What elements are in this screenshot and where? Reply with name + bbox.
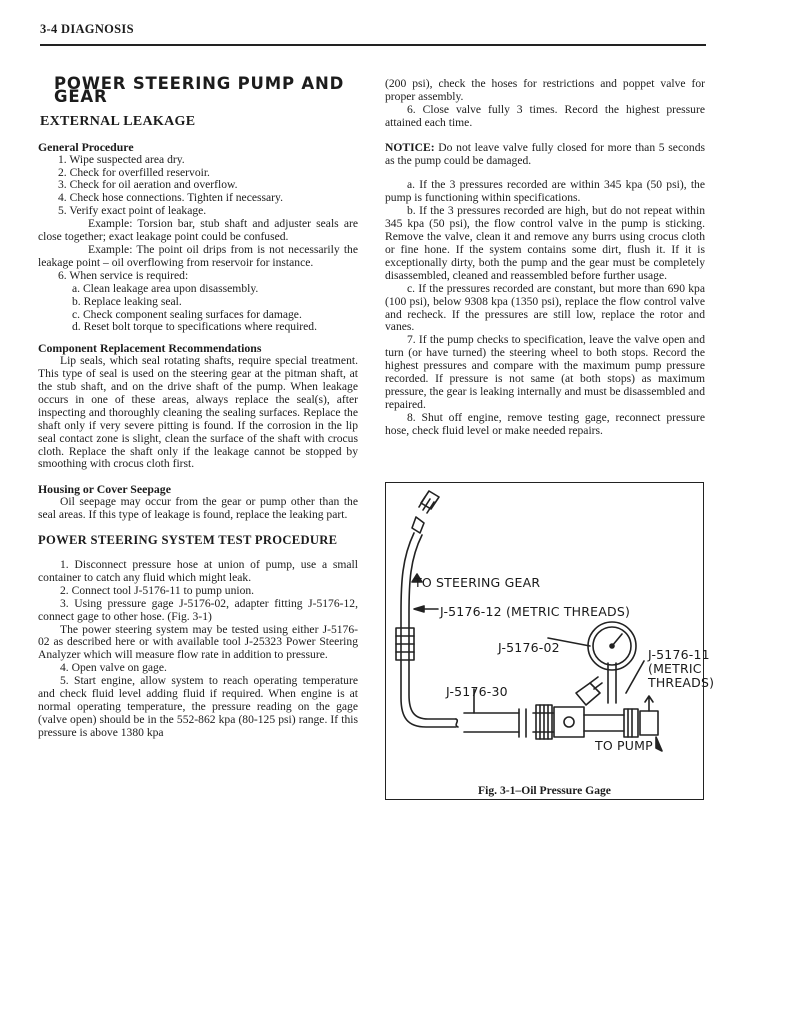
figure-oil-pressure-gage bbox=[385, 482, 715, 800]
housing-seepage-text: Oil seepage may occur from the gear or pump other than the seal areas. If this type of leakage is found, replace the leaking part. bbox=[38, 495, 358, 522]
procedure-step: 2. Check for overfilled reservoir. bbox=[58, 165, 210, 179]
procedure-step: 4. Check hose connections. Tighten if necessary. bbox=[58, 191, 283, 205]
label-to-pump: TO PUMP bbox=[595, 738, 653, 753]
housing-seepage-heading: Housing or Cover Seepage bbox=[38, 482, 171, 497]
arrow-left-icon bbox=[414, 606, 438, 612]
steering-gear-fitting bbox=[412, 491, 439, 533]
right-column bbox=[385, 78, 705, 438]
procedure-substep: a. Clean leakage area upon disassembly. bbox=[72, 281, 259, 295]
test-step-note: The power steering system may be tested using either J-5176-02 as described here or with available tool J-25323 Power Steering Analyzer which will measure flow rate in addition to pressure. bbox=[38, 622, 358, 662]
section-title: POWER STEERING PUMP AND GEAR bbox=[54, 74, 345, 106]
procedure-substep: d. Reset bolt torque to specifications where required. bbox=[72, 320, 318, 334]
procedure-step: 5. Verify exact point of leakage. bbox=[58, 204, 207, 218]
arrow-right-icon bbox=[656, 737, 662, 751]
procedure-step: 3. Check for oil aeration and overflow. bbox=[58, 178, 238, 192]
running-head: 3-4 DIAGNOSIS bbox=[40, 22, 134, 36]
procedure-substep: c. Check component sealing surfaces for damage. bbox=[72, 307, 302, 321]
continued-paragraph: (200 psi), check the hoses for restrictions and poppet valve for proper assembly. bbox=[385, 77, 705, 103]
external-leakage-heading: EXTERNAL LEAKAGE bbox=[40, 113, 196, 129]
test-step: 6. Close valve fully 3 times. Record the highest pressure attained each time. bbox=[385, 102, 705, 129]
test-step: 1. Disconnect pressure hose at union of pump, use a small container to catch any fluid which might leak. bbox=[38, 558, 358, 584]
result-case: b. If the 3 pressures recorded are high, but do not repeat within 345 kpa (50 psi), the flow control valve in the pump is sticking. Remove the valve, clean it and remove any burrs using crocus cloth or fine hone. If the system contains some dirt, flush it. If it is exceptionally dirty, both the pump and the gear must be completely disassembled, cleaned and reassembled before further usage. bbox=[385, 204, 705, 282]
procedure-substep: b. Replace leaking seal. bbox=[72, 294, 182, 308]
procedure-step: 1. Wipe suspected area dry. bbox=[58, 152, 185, 166]
test-procedure-heading: POWER STEERING SYSTEM TEST PROCEDURE bbox=[38, 533, 338, 548]
component-replacement-text: Lip seals, which seal rotating shafts, require special treatment. This type of seal is used on the steering gear at the pitman shaft, at the stub shaft, and on the drive shaft of the pump. When leakage occurs in one of these areas, always replace the seal(s), after inspecting and thoroughly cleaning the sealing surfaces. Replace the shaft only if very severe pitting is found. If the corrosion in the lip seal contact zone is slight, clean the surface of the shaft with crocus cloth. Replace the shaft only if the leakage cannot be stopped by smoothing with crocus cloth first. bbox=[38, 354, 358, 471]
header-rule bbox=[40, 44, 706, 46]
notice-text: Do not leave valve fully closed for more than 5 seconds as the pump could be damaged. bbox=[385, 140, 705, 167]
test-step: 7. If the pump checks to specification, leave the valve open and turn (or have turned) the steering wheel to both stops. Record the highest pressures and compare with the maximum pump pressure recorded. If pressure is not same (at both stops) as maximum pressure, the gear is leaking internally and must be disassembled and repaired. bbox=[385, 333, 705, 411]
component-replacement-heading: Component Replacement Recommendations bbox=[38, 341, 262, 356]
test-step: 2. Connect tool J-5176-11 to pump union. bbox=[60, 583, 255, 597]
label-j-5176-02: J-5176-02 bbox=[498, 640, 560, 655]
test-step: 5. Start engine, allow system to reach operating temperature and check fluid level adding fluid if required. When engine is at normal operating temperature, the pressure reading on the gage (valve open) should be in the 552-862 kpa (80-125 psi) range. If this pressure is above 1380 kpa bbox=[38, 674, 358, 739]
example-paragraph: Example: The point oil drips from is not necessarily the leakage point – oil overflowing from reservoir for instance. bbox=[38, 242, 358, 269]
result-case: c. If the pressures recorded are constant, but more than 690 kpa (100 psi), below 9308 kpa (1350 psi), replace the flow control valve and recheck. If the pressures are still low, replace the rotor and vanes. bbox=[385, 281, 705, 334]
notice-paragraph bbox=[385, 142, 705, 168]
procedure-step: 6. When service is required: bbox=[58, 268, 189, 282]
test-step: 8. Shut off engine, remove testing gage, reconnect pressure hose, check fluid level or make needed repairs. bbox=[385, 410, 705, 437]
label-j-5176-30: J-5176-30 bbox=[446, 684, 508, 699]
test-step: 4. Open valve on gage. bbox=[60, 661, 167, 675]
example-paragraph: Example: Torsion bar, stub shaft and adjuster seals are close together; exact leakage point could be confused. bbox=[38, 217, 358, 244]
label-j-5176-12: J-5176-12 (METRIC THREADS) bbox=[440, 604, 631, 619]
figure-caption: Fig. 3-1–Oil Pressure Gage bbox=[478, 784, 611, 797]
general-procedure-heading: General Procedure bbox=[38, 139, 134, 154]
label-to-steering-gear: TO STEERING GEAR bbox=[414, 575, 541, 590]
notice-label: NOTICE: bbox=[385, 140, 435, 154]
label-j-5176-11: J-5176-11 (METRIC THREADS) bbox=[648, 647, 715, 690]
test-step: 3. Using pressure gage J-5176-02, adapter fitting J-5176-12, connect gage to other hose. (Fig. 3-1) bbox=[38, 596, 358, 623]
left-column bbox=[38, 74, 358, 740]
result-case: a. If the 3 pressures recorded are within 345 kpa (50 psi), the pump is functioning within specifications. bbox=[385, 178, 705, 205]
